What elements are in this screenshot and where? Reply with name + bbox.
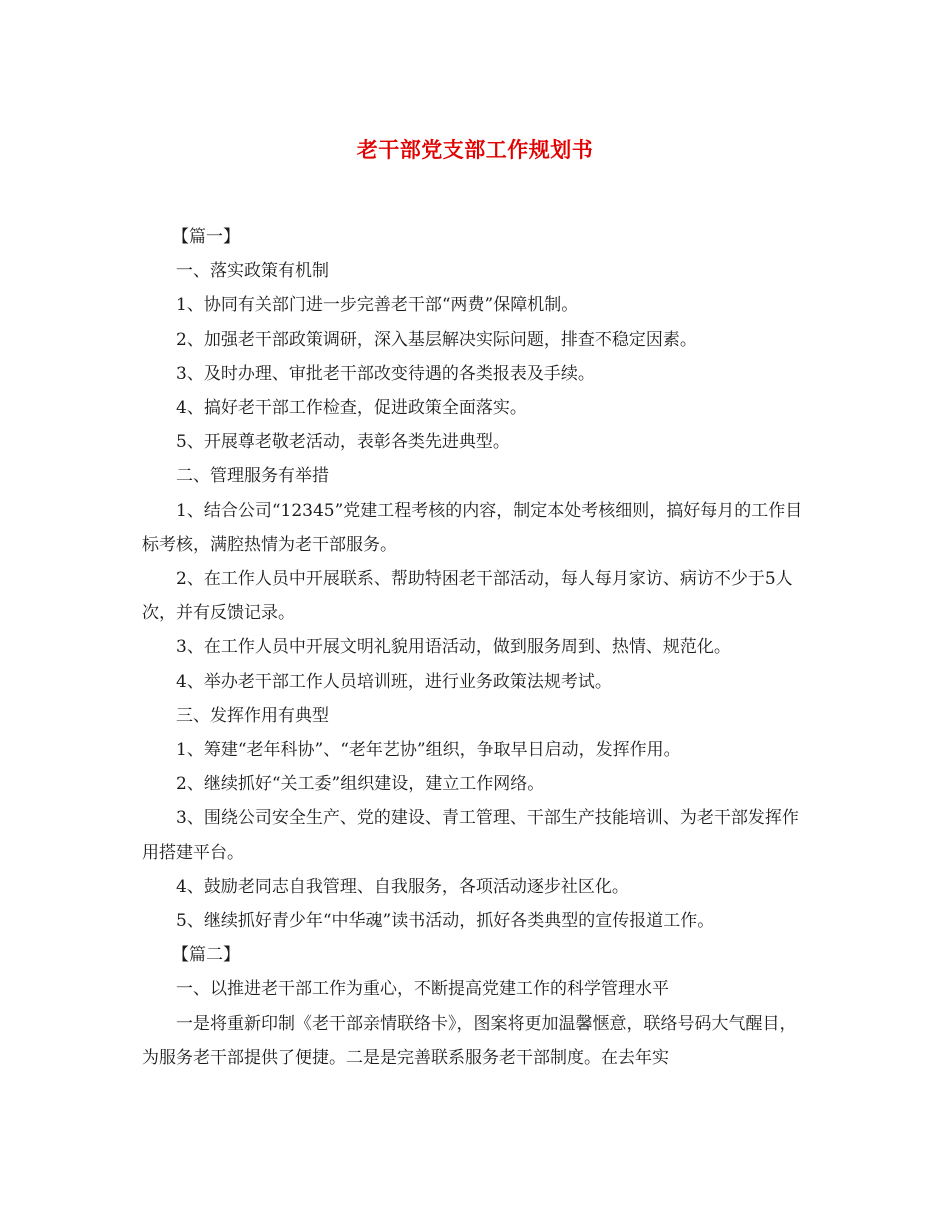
paragraph: 3、在工作人员中开展文明礼貌用语活动，做到服务周到、热情、规范化。 — [176, 637, 731, 658]
paragraph: 3、围绕公司安全生产、党的建设、青工管理、干部生产技能培训、为老干部发挥作用搭建平台。 — [142, 808, 799, 863]
paragraph: 2、继续抓好“关工委”组织建设，建立工作网络。 — [176, 774, 545, 795]
section-heading: 一、落实政策有机制 — [176, 261, 329, 282]
section-marker: 【篇一】 — [172, 227, 240, 247]
paragraph: 一是将重新印制《老干部亲情联络卡》，图案将更加温馨惬意，联络号码大气醒目，为服务老干部提供了便捷。二是是完善联系服务老干部制度。在去年实 — [142, 1013, 797, 1068]
paragraph: 2、在工作人员中开展联系、帮助特困老干部活动，每人每月家访、病访不少于5人次，并有反馈记录。 — [142, 569, 793, 624]
paragraph: 5、继续抓好青少年“中华魂”读书活动，抓好各类典型的宣传报道工作。 — [176, 911, 715, 932]
section-heading: 三、发挥作用有典型 — [176, 705, 329, 726]
paragraph: 3、及时办理、审批老干部改变待遇的各类报表及手续。 — [176, 363, 595, 384]
paragraph: 4、鼓励老同志自我管理、自我服务，各项活动逐步社区化。 — [176, 876, 629, 897]
paragraph: 1、筹建“老年科协”、“老年艺协”组织，争取早日启动，发挥作用。 — [176, 740, 681, 761]
paragraph: 1、协同有关部门进一步完善老干部“两费”保障机制。 — [176, 295, 579, 316]
paragraph: 1、结合公司“12345”党建工程考核的内容，制定本处考核细则，搞好每月的工作目标考核，满腔热情为老干部服务。 — [142, 500, 803, 555]
section-heading: 一、以推进老干部工作为重心，不断提高党建工作的科学管理水平 — [176, 979, 669, 1000]
document-body — [142, 220, 810, 1075]
section-heading: 二、管理服务有举措 — [176, 466, 329, 487]
section-marker: 【篇二】 — [172, 945, 240, 966]
paragraph: 4、举办老干部工作人员培训班，进行业务政策法规考试。 — [176, 671, 612, 692]
paragraph: 2、加强老干部政策调研，深入基层解决实际问题，排查不稳定因素。 — [176, 329, 697, 350]
document-title: 老干部党支部工作规划书 — [356, 137, 594, 162]
paragraph: 5、开展尊老敬老活动，表彰各类先进典型。 — [176, 432, 510, 453]
paragraph: 4、搞好老干部工作检查，促进政策全面落实。 — [176, 398, 527, 419]
